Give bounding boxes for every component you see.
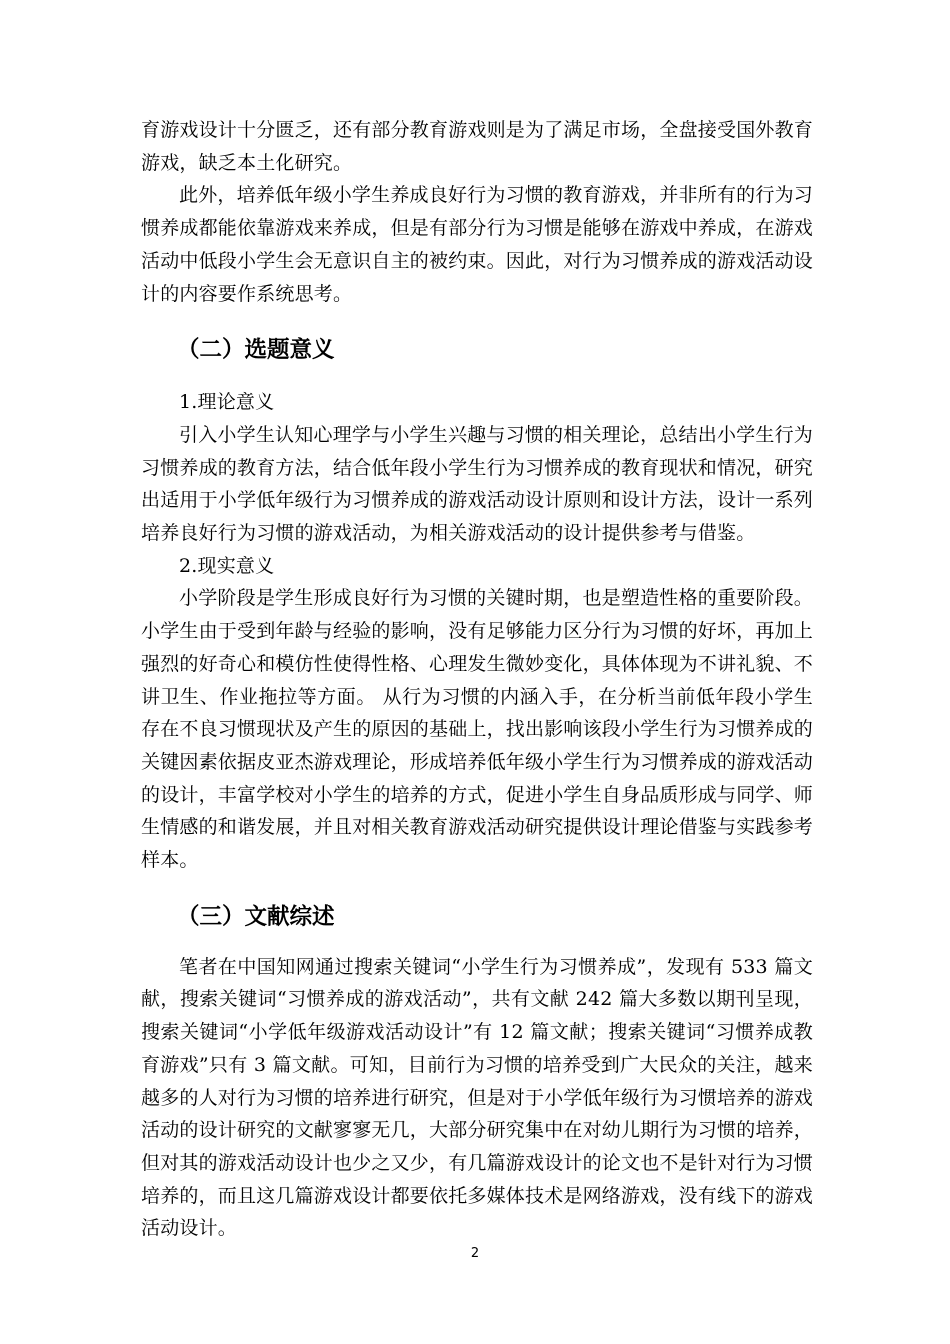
subheading-theoretical-significance: 1.理论意义 [179, 391, 275, 414]
section-heading-literature-review: （三）文献综述 [177, 903, 335, 930]
paragraph-game-design: 此外，培养低年级小学生养成良好行为习惯的教育游戏，并非所有的行为习惯养成都能依靠游戏来养成，但是有部分行为习惯是能够在游戏中养成，在游戏活动中低段小学生会无意识自主的被约束。因此，对行为习惯养成的游戏活动设计的内容要作系统思考。 [141, 184, 814, 305]
subheading-practical-significance: 2.现实意义 [179, 554, 275, 577]
paragraph-continued: 育游戏设计十分匮乏，还有部分教育游戏则是为了满足市场，全盘接受国外教育游戏，缺乏本土化研究。 [141, 119, 814, 174]
paragraph-theoretical-significance: 引入小学生认知心理学与小学生兴趣与习惯的相关理论，总结出小学生行为习惯养成的教育方法，结合低年段小学生行为习惯养成的教育现状和情况，研究出适用于小学低年级行为习惯养成的游戏活动设计原则和设计方法，设计一系列培养良好行为习惯的游戏活动，为相关游戏活动的设计提供参考与借鉴。 [141, 423, 814, 545]
page-content [141, 114, 813, 1245]
paragraph-literature-review: 笔者在中国知网通过搜索关键词“小学生行为习惯养成”，发现有 533 篇文献，搜索关键词“习惯养成的游戏活动”，共有文献 242 篇大多数以期刊呈现，搜索关键词“小学低年级游戏活动设计”有 12 篇文献；搜索关键词“习惯养成教育游戏”只有 3 篇文献。可知，目前行为习惯的培养受到广大民众的关注，越来越多的人对行为习惯的培养进行研究，但是对于小学低年级行为习惯培养的游戏活动的设计研究的文献寥寥无几，大部分研究集中在对幼儿期行为习惯的培养，但对其的游戏活动设计也少之又少，有几篇游戏设计的论文也不是针对行为习惯培养的，而且这几篇游戏设计都要依托多媒体技术是网络游戏，没有线下的游戏活动设计。 [141, 955, 814, 1240]
page-number: 2 [470, 1246, 480, 1261]
paragraph-practical-significance: 小学阶段是学生形成良好行为习惯的关键时期，也是塑造性格的重要阶段。小学生由于受到年龄与经验的影响，没有足够能力区分行为习惯的好坏，再加上强烈的好奇心和模仿性使得性格、心理发生微妙变化，具体体现为不讲礼貌、不讲卫生、作业拖拉等方面。 从行为习惯的内涵入手，在分析当前低年段小学生存在不良习惯现状及产生的原因的基础上，找出影响该段小学生行为习惯养成的关键因素依据皮亚杰游戏理论，形成培养低年级小学生行为习惯养成的游戏活动的设计，丰富学校对小学生的培养的方式，促进小学生自身品质形成与同学、师生情感的和谐发展，并且对相关教育游戏活动研究提供设计理论借鉴与实践参考样本。 [141, 587, 814, 872]
section-heading-topic-significance: （二）选题意义 [177, 337, 335, 364]
